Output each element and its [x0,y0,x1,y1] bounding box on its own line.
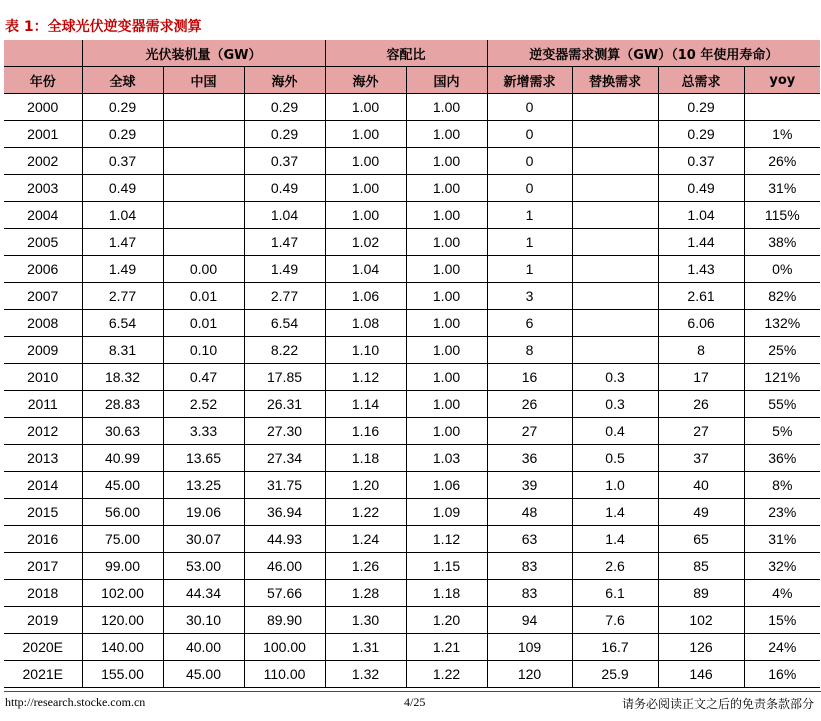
cell-ratio-domestic: 1.00 [406,121,487,148]
table-row [4,229,820,256]
cell-ratio-overseas: 1.12 [325,364,406,391]
cell-china: 19.06 [163,499,244,526]
cell-china: 2.52 [163,391,244,418]
cell-yoy: 0% [744,256,820,283]
cell-overseas: 100.00 [244,634,325,661]
cell-replacement-demand [572,148,658,175]
cell-ratio-domestic: 1.20 [406,607,487,634]
table-row [4,418,820,445]
cell-new-demand: 6 [487,310,572,337]
cell-replacement-demand [572,310,658,337]
cell-china: 3.33 [163,418,244,445]
table-row [4,553,820,580]
cell-total-demand: 2.61 [658,283,744,310]
cell-overseas: 2.77 [244,283,325,310]
cell-replacement-demand: 0.3 [572,391,658,418]
cell-year: 2002 [4,148,82,175]
col-header-overseas: 海外 [244,67,325,94]
cell-china: 0.01 [163,310,244,337]
cell-china [163,121,244,148]
cell-replacement-demand: 16.7 [572,634,658,661]
cell-china [163,229,244,256]
col-header-ratio-overseas: 海外 [325,67,406,94]
cell-new-demand: 1 [487,229,572,256]
cell-replacement-demand: 2.6 [572,553,658,580]
cell-global: 28.83 [82,391,163,418]
cell-ratio-domestic: 1.18 [406,580,487,607]
cell-yoy: 23% [744,499,820,526]
cell-global: 1.47 [82,229,163,256]
cell-yoy: 82% [744,283,820,310]
cell-china: 0.00 [163,256,244,283]
cell-year: 2020E [4,634,82,661]
cell-year: 2014 [4,472,82,499]
cell-new-demand: 109 [487,634,572,661]
cell-replacement-demand: 0.3 [572,364,658,391]
cell-ratio-overseas: 1.31 [325,634,406,661]
col-header-total-demand: 总需求 [658,67,744,94]
cell-ratio-overseas: 1.18 [325,445,406,472]
header-group-ratio: 容配比 [325,40,487,67]
cell-replacement-demand: 1.4 [572,499,658,526]
col-header-year: 年份 [4,67,82,94]
cell-yoy: 55% [744,391,820,418]
cell-year: 2003 [4,175,82,202]
cell-new-demand: 0 [487,175,572,202]
cell-total-demand: 0.49 [658,175,744,202]
cell-new-demand: 83 [487,580,572,607]
cell-new-demand: 120 [487,661,572,688]
cell-yoy: 1% [744,121,820,148]
table-row [4,202,820,229]
table-row [4,310,820,337]
cell-total-demand: 102 [658,607,744,634]
cell-yoy: 8% [744,472,820,499]
cell-china: 0.47 [163,364,244,391]
cell-new-demand: 26 [487,391,572,418]
header-column-row [4,67,820,94]
cell-total-demand: 40 [658,472,744,499]
table-row [4,148,820,175]
cell-total-demand: 1.44 [658,229,744,256]
cell-overseas: 0.29 [244,121,325,148]
cell-year: 2010 [4,364,82,391]
cell-ratio-overseas: 1.26 [325,553,406,580]
col-header-global: 全球 [82,67,163,94]
table-row [4,283,820,310]
cell-year: 2011 [4,391,82,418]
cell-china [163,94,244,121]
cell-ratio-domestic: 1.21 [406,634,487,661]
cell-ratio-domestic: 1.00 [406,337,487,364]
cell-replacement-demand: 1.4 [572,526,658,553]
table-row [4,337,820,364]
col-header-china: 中国 [163,67,244,94]
table-row [4,580,820,607]
cell-global: 6.54 [82,310,163,337]
cell-global: 40.99 [82,445,163,472]
cell-ratio-domestic: 1.00 [406,310,487,337]
cell-overseas: 1.47 [244,229,325,256]
cell-total-demand: 65 [658,526,744,553]
cell-ratio-domestic: 1.15 [406,553,487,580]
cell-replacement-demand: 0.4 [572,418,658,445]
cell-new-demand: 36 [487,445,572,472]
cell-yoy: 5% [744,418,820,445]
cell-global: 120.00 [82,607,163,634]
cell-global: 75.00 [82,526,163,553]
cell-global: 45.00 [82,472,163,499]
cell-ratio-overseas: 1.16 [325,418,406,445]
cell-yoy: 36% [744,445,820,472]
cell-overseas: 110.00 [244,661,325,688]
cell-ratio-domestic: 1.00 [406,418,487,445]
cell-ratio-overseas: 1.30 [325,607,406,634]
cell-global: 56.00 [82,499,163,526]
cell-replacement-demand [572,121,658,148]
cell-yoy: 26% [744,148,820,175]
cell-global: 1.49 [82,256,163,283]
cell-new-demand: 16 [487,364,572,391]
inverter-demand-table [4,40,820,688]
cell-replacement-demand: 7.6 [572,607,658,634]
table-row [4,661,820,688]
cell-ratio-overseas: 1.00 [325,175,406,202]
cell-global: 155.00 [82,661,163,688]
cell-overseas: 27.34 [244,445,325,472]
col-header-ratio-domestic: 国内 [406,67,487,94]
cell-year: 2019 [4,607,82,634]
cell-total-demand: 0.29 [658,94,744,121]
cell-yoy: 24% [744,634,820,661]
cell-china: 44.34 [163,580,244,607]
col-header-yoy: yoy [744,67,820,94]
table-row [4,94,820,121]
cell-overseas: 57.66 [244,580,325,607]
cell-year: 2013 [4,445,82,472]
cell-ratio-domestic: 1.00 [406,148,487,175]
cell-global: 1.04 [82,202,163,229]
cell-ratio-overseas: 1.00 [325,148,406,175]
cell-total-demand: 26 [658,391,744,418]
cell-global: 18.32 [82,364,163,391]
cell-global: 0.29 [82,121,163,148]
cell-ratio-domestic: 1.12 [406,526,487,553]
cell-replacement-demand [572,94,658,121]
cell-overseas: 27.30 [244,418,325,445]
cell-ratio-domestic: 1.00 [406,283,487,310]
cell-ratio-overseas: 1.06 [325,283,406,310]
cell-yoy: 38% [744,229,820,256]
cell-yoy: 31% [744,175,820,202]
cell-year: 2008 [4,310,82,337]
cell-new-demand: 39 [487,472,572,499]
cell-total-demand: 126 [658,634,744,661]
cell-china: 13.65 [163,445,244,472]
cell-year: 2018 [4,580,82,607]
header-group-inverter-demand: 逆变器需求测算（GW）（10 年使用寿命） [487,40,820,67]
table-title: 表 1：全球光伏逆变器需求测算 [5,19,202,35]
cell-global: 2.77 [82,283,163,310]
cell-overseas: 0.49 [244,175,325,202]
cell-yoy: 25% [744,337,820,364]
table-row [4,607,820,634]
cell-ratio-domestic: 1.09 [406,499,487,526]
cell-total-demand: 1.04 [658,202,744,229]
cell-global: 0.29 [82,94,163,121]
cell-global: 30.63 [82,418,163,445]
table-row [4,445,820,472]
col-header-new-demand: 新增需求 [487,67,572,94]
cell-total-demand: 146 [658,661,744,688]
cell-replacement-demand: 6.1 [572,580,658,607]
cell-china [163,202,244,229]
table-row [4,472,820,499]
cell-global: 0.37 [82,148,163,175]
cell-new-demand: 48 [487,499,572,526]
footer-page-number: 4/25 [404,695,426,709]
cell-ratio-domestic: 1.00 [406,256,487,283]
cell-global: 0.49 [82,175,163,202]
cell-total-demand: 85 [658,553,744,580]
cell-ratio-domestic: 1.22 [406,661,487,688]
cell-china: 13.25 [163,472,244,499]
cell-total-demand: 27 [658,418,744,445]
cell-overseas: 36.94 [244,499,325,526]
cell-replacement-demand [572,256,658,283]
cell-china: 45.00 [163,661,244,688]
cell-overseas: 6.54 [244,310,325,337]
cell-ratio-domestic: 1.00 [406,94,487,121]
cell-replacement-demand: 25.9 [572,661,658,688]
cell-ratio-overseas: 1.08 [325,310,406,337]
cell-replacement-demand [572,283,658,310]
cell-replacement-demand: 0.5 [572,445,658,472]
cell-yoy: 132% [744,310,820,337]
cell-year: 2005 [4,229,82,256]
cell-china [163,175,244,202]
cell-new-demand: 0 [487,121,572,148]
cell-ratio-domestic: 1.00 [406,229,487,256]
cell-year: 2015 [4,499,82,526]
header-empty-cell [4,40,82,67]
col-header-replacement-demand: 替换需求 [572,67,658,94]
table-row [4,499,820,526]
cell-global: 99.00 [82,553,163,580]
cell-total-demand: 17 [658,364,744,391]
cell-yoy: 31% [744,526,820,553]
cell-overseas: 44.93 [244,526,325,553]
cell-total-demand: 6.06 [658,310,744,337]
cell-ratio-overseas: 1.04 [325,256,406,283]
cell-china: 30.10 [163,607,244,634]
table-row [4,364,820,391]
cell-china: 40.00 [163,634,244,661]
cell-year: 2007 [4,283,82,310]
cell-yoy [744,94,820,121]
cell-overseas: 1.49 [244,256,325,283]
cell-ratio-domestic: 1.06 [406,472,487,499]
header-group-row [4,40,820,67]
cell-ratio-overseas: 1.14 [325,391,406,418]
table-row [4,256,820,283]
cell-total-demand: 89 [658,580,744,607]
cell-overseas: 8.22 [244,337,325,364]
cell-year: 2016 [4,526,82,553]
cell-replacement-demand [572,175,658,202]
cell-new-demand: 27 [487,418,572,445]
table-row [4,526,820,553]
footer-url: http://research.stocke.com.cn [5,695,146,709]
cell-ratio-overseas: 1.20 [325,472,406,499]
cell-china: 0.01 [163,283,244,310]
cell-replacement-demand: 1.0 [572,472,658,499]
cell-year: 2017 [4,553,82,580]
cell-china: 53.00 [163,553,244,580]
cell-new-demand: 8 [487,337,572,364]
cell-total-demand: 49 [658,499,744,526]
cell-new-demand: 94 [487,607,572,634]
footer-disclaimer: 请务必阅读正文之后的免责条款部分 [622,697,815,711]
cell-replacement-demand [572,202,658,229]
table-row [4,121,820,148]
cell-overseas: 46.00 [244,553,325,580]
cell-yoy: 16% [744,661,820,688]
cell-yoy: 115% [744,202,820,229]
cell-year: 2004 [4,202,82,229]
cell-china: 0.10 [163,337,244,364]
cell-yoy: 121% [744,364,820,391]
cell-year: 2000 [4,94,82,121]
cell-overseas: 0.37 [244,148,325,175]
cell-overseas: 89.90 [244,607,325,634]
cell-ratio-overseas: 1.00 [325,94,406,121]
table-row [4,391,820,418]
cell-year: 2006 [4,256,82,283]
cell-ratio-overseas: 1.28 [325,580,406,607]
cell-ratio-overseas: 1.10 [325,337,406,364]
cell-year: 2012 [4,418,82,445]
cell-year: 2001 [4,121,82,148]
cell-new-demand: 83 [487,553,572,580]
cell-overseas: 17.85 [244,364,325,391]
cell-ratio-domestic: 1.00 [406,391,487,418]
cell-year: 2021E [4,661,82,688]
cell-ratio-overseas: 1.00 [325,121,406,148]
cell-total-demand: 0.37 [658,148,744,175]
cell-new-demand: 0 [487,148,572,175]
cell-ratio-overseas: 1.00 [325,202,406,229]
cell-china [163,148,244,175]
cell-ratio-domestic: 1.00 [406,364,487,391]
cell-ratio-overseas: 1.24 [325,526,406,553]
cell-year: 2009 [4,337,82,364]
cell-new-demand: 1 [487,202,572,229]
header-group-installed: 光伏装机量（GW） [82,40,325,67]
cell-ratio-overseas: 1.02 [325,229,406,256]
cell-new-demand: 3 [487,283,572,310]
cell-total-demand: 0.29 [658,121,744,148]
cell-global: 8.31 [82,337,163,364]
cell-yoy: 15% [744,607,820,634]
cell-overseas: 1.04 [244,202,325,229]
cell-overseas: 26.31 [244,391,325,418]
cell-overseas: 0.29 [244,94,325,121]
cell-total-demand: 37 [658,445,744,472]
cell-new-demand: 0 [487,94,572,121]
table-row [4,175,820,202]
cell-overseas: 31.75 [244,472,325,499]
cell-total-demand: 1.43 [658,256,744,283]
cell-new-demand: 63 [487,526,572,553]
cell-china: 30.07 [163,526,244,553]
cell-yoy: 4% [744,580,820,607]
cell-ratio-domestic: 1.00 [406,175,487,202]
cell-global: 140.00 [82,634,163,661]
cell-ratio-domestic: 1.03 [406,445,487,472]
cell-total-demand: 8 [658,337,744,364]
cell-ratio-overseas: 1.22 [325,499,406,526]
cell-ratio-overseas: 1.32 [325,661,406,688]
cell-replacement-demand [572,229,658,256]
cell-global: 102.00 [82,580,163,607]
cell-ratio-domestic: 1.00 [406,202,487,229]
footer-divider [4,691,821,692]
cell-yoy: 32% [744,553,820,580]
table-row [4,634,820,661]
cell-replacement-demand [572,337,658,364]
cell-new-demand: 1 [487,256,572,283]
